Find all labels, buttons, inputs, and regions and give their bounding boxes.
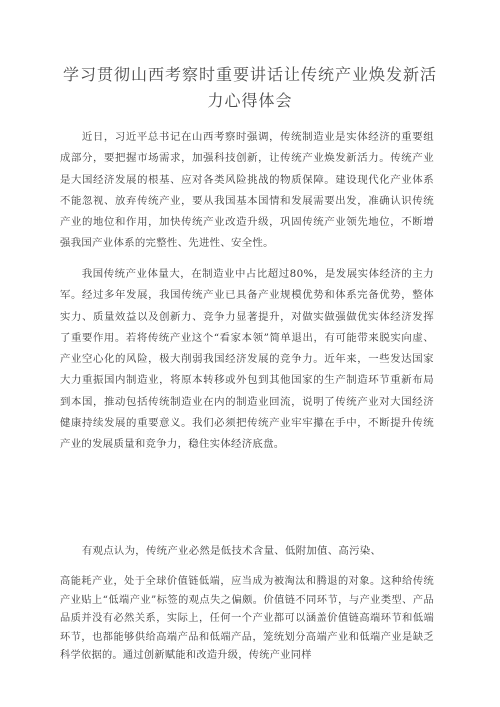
paragraph-3-first-line: 有观点认为，传统产业必然是低技术含量、低附加值、高污染、 [81, 545, 382, 557]
paragraph-3-continuation: 高能耗产业，处于全球价值链低端，应当成为被淘汰和腾退的对象。这种给传统产业贴上“低端产业”标签的观点失之偏颇。价值链不同环节，与产业类型、产品品质并没有必然关系，实际上，任何一个产业都可以涵盖价值链高端环节和低端环节，也都能够供给高端产品和低端产品，笼统划分高端产业和低端产业是缺乏科学依据的。通过创新赋能和改造升级，传统产业同样 [60, 576, 434, 662]
page-title: 学习贯彻山西考察时重要讲话让传统产业焕发新活力心得体会 [62, 65, 437, 110]
paragraph-1: 近日，习近平总书记在山西考察时强调，传统制造业是实体经济的重要组成部分，要把握市场需求，加强科技创新，让传统产业焕发新活力。传统产业是大国经济发展的根基、应对各类风险挑战的物质保障。建设现代化产业体系不能忽视、放弃传统产业，要从我国基本国情和发展需要出发，准确认识传统产业的地位和作用，加快传统产业改造升级，巩固传统产业领先地位，不断增强我国产业体系的完整性、先进性、安全性。 [60, 131, 434, 250]
paragraph-2: 我国传统产业体量大，在制造业中占比超过80%，是发展实体经济的主力军。经过多年发展，我国传统产业已具备产业规模优势和体系完备优势，整体实力、质量效益以及创新力、竞争力显著提升，对做实做强做优实体经济发挥了重要作用。若将传统产业这个“看家本领”简单退出，有可能带来脱实向虚、产业空心化的风险，极大削弱我国经济发展的竞争力。近年来，一些发达国家大力重振国内制造业，将原本转移或外包到其他国家的生产制造环节重新布局到本国，推动包括传统制造业在内的制造业回流，说明了传统产业对大国经济健康持续发展的重要意义。我们必须把传统产业牢牢攥在手中，不断提升传统产业的发展质量和竞争力，稳住实体经济底盘。 [60, 268, 434, 451]
